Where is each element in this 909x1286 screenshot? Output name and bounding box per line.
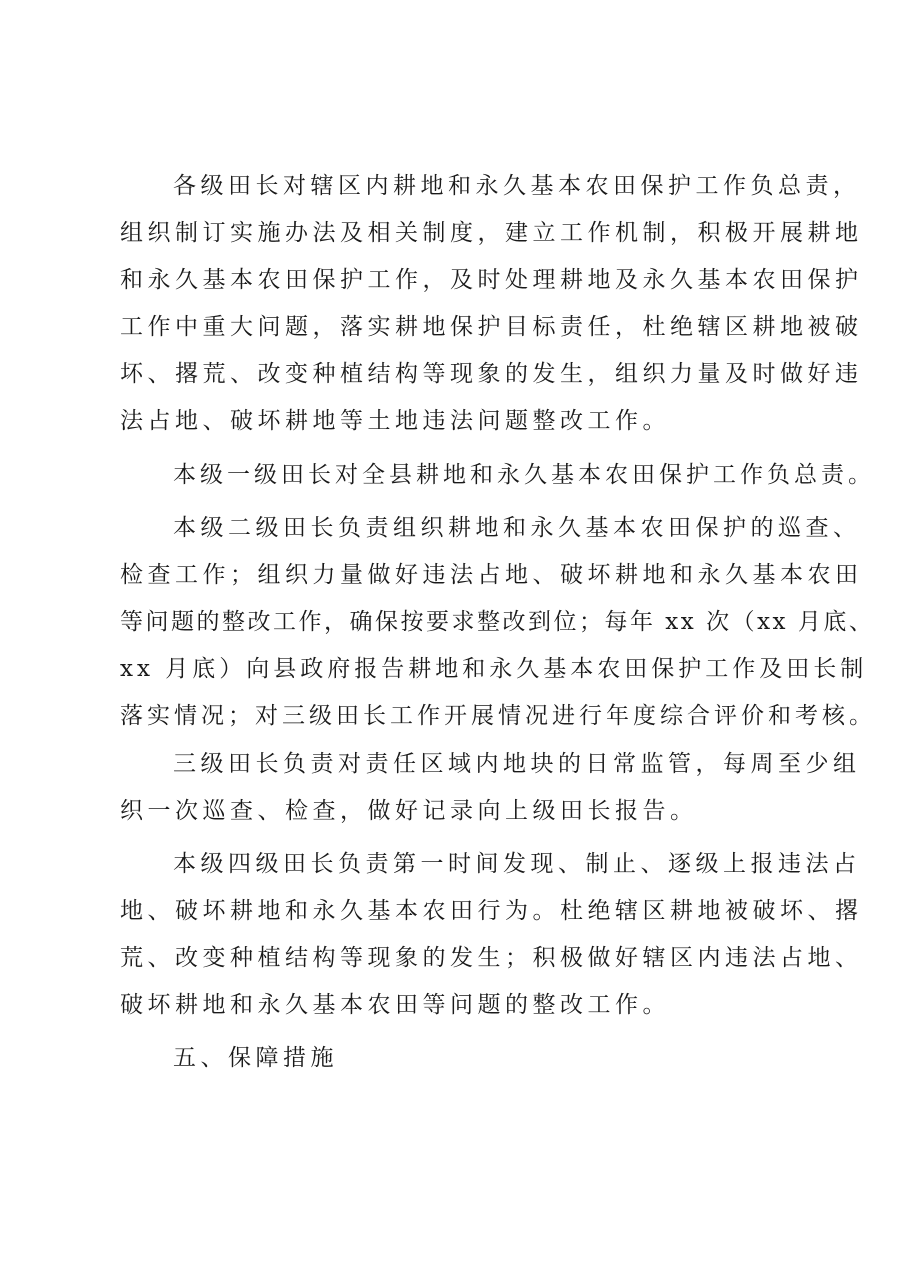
paragraph-3-line-5: 落实情况；对三级田长工作开展情况进行年度综合评价和考核。 (120, 703, 876, 729)
paragraph-4-line-1: 三级田长负责对责任区域内地块的日常监管，每周至少组 (173, 751, 861, 777)
paragraph-5-line-1: 本级四级田长负责第一时间发现、制止、逐级上报违法占 (173, 851, 861, 877)
paragraph-1-line-2: 组织制订实施办法及相关制度，建立工作机制，积极开展耕地 (120, 220, 863, 246)
paragraph-4-line-2: 织一次巡查、检查，做好记录向上级田长报告。 (120, 798, 698, 824)
paragraph-5-line-2: 地、破坏耕地和永久基本农田行为。杜绝辖区耕地被破坏、撂 (120, 898, 863, 924)
paragraph-1-line-4: 工作中重大问题，落实耕地保护目标责任，杜绝辖区耕地被破 (120, 314, 863, 340)
paragraph-3-line-1: 本级二级田长负责组织耕地和永久基本农田保护的巡查、 (173, 515, 861, 541)
paragraph-1-line-5: 坏、撂荒、改变种植结构等现象的发生，组织力量及时做好违 (120, 361, 863, 387)
paragraph-1-line-1: 各级田长对辖区内耕地和永久基本农田保护工作负总责， (173, 173, 861, 199)
section-heading-safeguard-measures: 五、保障措施 (173, 1045, 338, 1071)
paragraph-5-line-3: 荒、改变种植结构等现象的发生；积极做好辖区内违法占地、 (120, 945, 863, 971)
paragraph-3-line-2: 检查工作；组织力量做好违法占地、破坏耕地和永久基本农田 (120, 562, 863, 588)
paragraph-3-line-4: xx 月底）向县政府报告耕地和永久基本农田保护工作及田长制 (120, 656, 868, 682)
paragraph-1-line-6: 法占地、破坏耕地等土地违法问题整改工作。 (120, 408, 670, 434)
paragraph-1-line-3: 和永久基本农田保护工作，及时处理耕地及永久基本农田保护 (120, 267, 863, 293)
paragraph-2-line-1: 本级一级田长对全县耕地和永久基本农田保护工作负总责。 (173, 462, 875, 488)
paragraph-5-line-4: 破坏耕地和永久基本农田等问题的整改工作。 (120, 992, 670, 1018)
paragraph-3-line-3: 等问题的整改工作，确保按要求整改到位；每年 xx 次（xx 月底、 (120, 609, 875, 635)
